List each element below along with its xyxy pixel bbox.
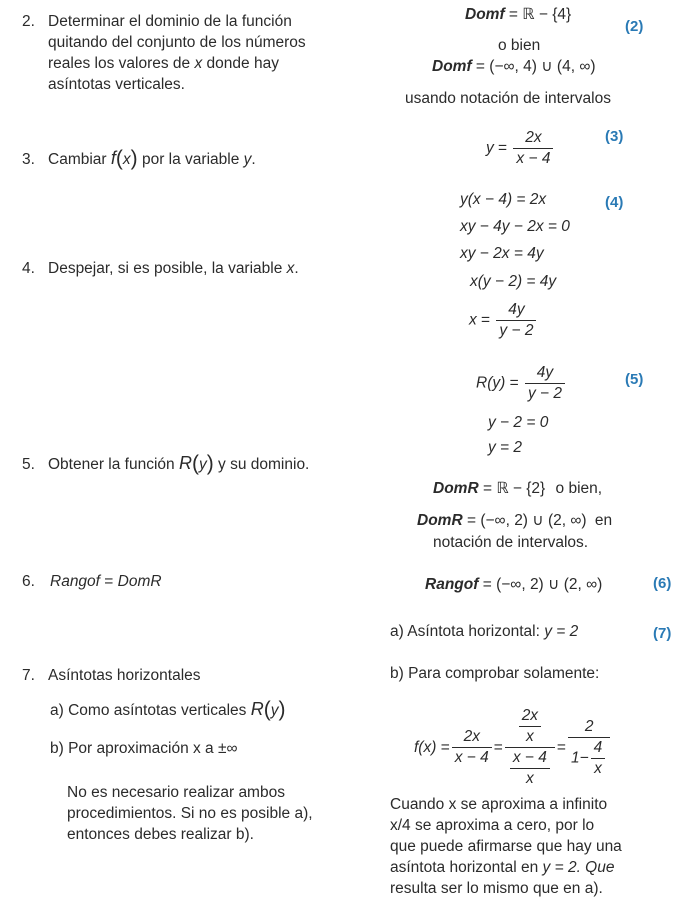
item-number: 2. [22, 13, 35, 30]
equation-5-line: y = 2 [488, 439, 523, 456]
domR-intervals: DomR = (−∞, 2) ∪ (2, ∞) en [417, 512, 613, 529]
fraction: $\frac{2x}{x - 4}$ [513, 128, 553, 169]
equation-4-line: xy − 2x = 4y [460, 245, 544, 262]
item-text-line: quitando del conjunto de los números [48, 34, 306, 51]
item-number: 5. [22, 456, 35, 473]
equation-5: R(y) = $\frac{4y}{y - 2}$ [476, 363, 567, 404]
equation-4-line: xy − 4y − 2x = 0 [460, 218, 570, 235]
equation-3: y = $\frac{2x}{x - 4}$ [486, 128, 555, 169]
item-text-line: reales los valores de x donde hay [48, 55, 279, 72]
equation-tag: (4) [605, 194, 624, 211]
note-line: No es necesario realizar ambos [67, 784, 285, 801]
item-text: Despejar, si es posible, la variable x. [48, 260, 299, 277]
item-text: Cambiar f(x) por la variable y. [48, 147, 256, 170]
equation-tag: (7) [653, 625, 672, 642]
domf-equation: Domf = ℝ − {4} [465, 6, 572, 23]
item-text: Asíntotas horizontales [48, 667, 201, 684]
equation-4-line: x(y − 2) = 4y [470, 273, 557, 290]
equation-tag: (6) [653, 575, 672, 592]
rangof-equation: Rangof = (−∞, 2) ∪ (2, ∞) [425, 576, 603, 593]
horizontal-asymptote: a) Asíntota horizontal: y = 2 [390, 623, 579, 640]
item-sub-b: b) Por aproximación x a ±∞ [50, 740, 238, 757]
equation-tag: (2) [625, 18, 644, 35]
item-text-line: asíntotas verticales. [48, 76, 185, 93]
fraction: $\frac{4y}{y - 2}$ [525, 363, 565, 404]
item-text: Obtener la función R(y) y su dominio. [48, 452, 310, 475]
item-number: 7. [22, 667, 35, 684]
note-line: procedimientos. Si no es posible a), [67, 805, 313, 822]
interval-notation-note: usando notación de intervalos [405, 90, 611, 107]
domf-intervals: Domf = (−∞, 4) ∪ (4, ∞) [432, 58, 596, 75]
note-line: entonces debes realizar b). [67, 826, 254, 843]
domR-equation: DomR = ℝ − {2} o bien, [433, 480, 603, 497]
equation-5-line: y − 2 = 0 [488, 414, 549, 431]
item-number: 3. [22, 151, 35, 168]
item-sub-a: a) Como asíntotas verticales R(y) [50, 698, 286, 721]
item-text-line: Determinar el dominio de la función [48, 13, 292, 30]
equation-4-fraction: x = $\frac{4y}{y - 2}$ [469, 300, 538, 341]
equation-tag: (5) [625, 371, 644, 388]
o-bien: o bien [498, 37, 541, 54]
conclusion-paragraph: Cuando x se aproxima a infinito x/4 se aproxima a cero, por lo que puede afirmarse que hay una asíntota horizontal en y = 2. Que resulta ser lo mismo que en a). [390, 796, 622, 897]
fraction: 2 1− $\frac{4}{x}$ [568, 717, 610, 779]
item-equation: Rangof = DomR [50, 573, 162, 590]
domR-note: notación de intervalos. [433, 534, 589, 551]
fraction: $\frac{4y}{y - 2}$ [496, 300, 536, 341]
fraction: $\frac{2x}{x - 4}$ [452, 727, 492, 768]
item-number: 6. [22, 573, 35, 590]
equation-4-line: y(x − 4) = 2x [460, 191, 547, 208]
item-number: 4. [22, 260, 35, 277]
limit-equation: f(x) = $\frac{2x}{x - 4}$ = $\frac{\frac{2x}{x}}{\frac{x - 4}{x}}$ = 2 1− $\frac{4}{x}$ [414, 706, 612, 789]
verification-heading: b) Para comprobar solamente: [390, 665, 600, 682]
equation-tag: (3) [605, 128, 624, 145]
compound-fraction: $\frac{\frac{2x}{x}}{\frac{x - 4}{x}}$ [505, 706, 555, 789]
